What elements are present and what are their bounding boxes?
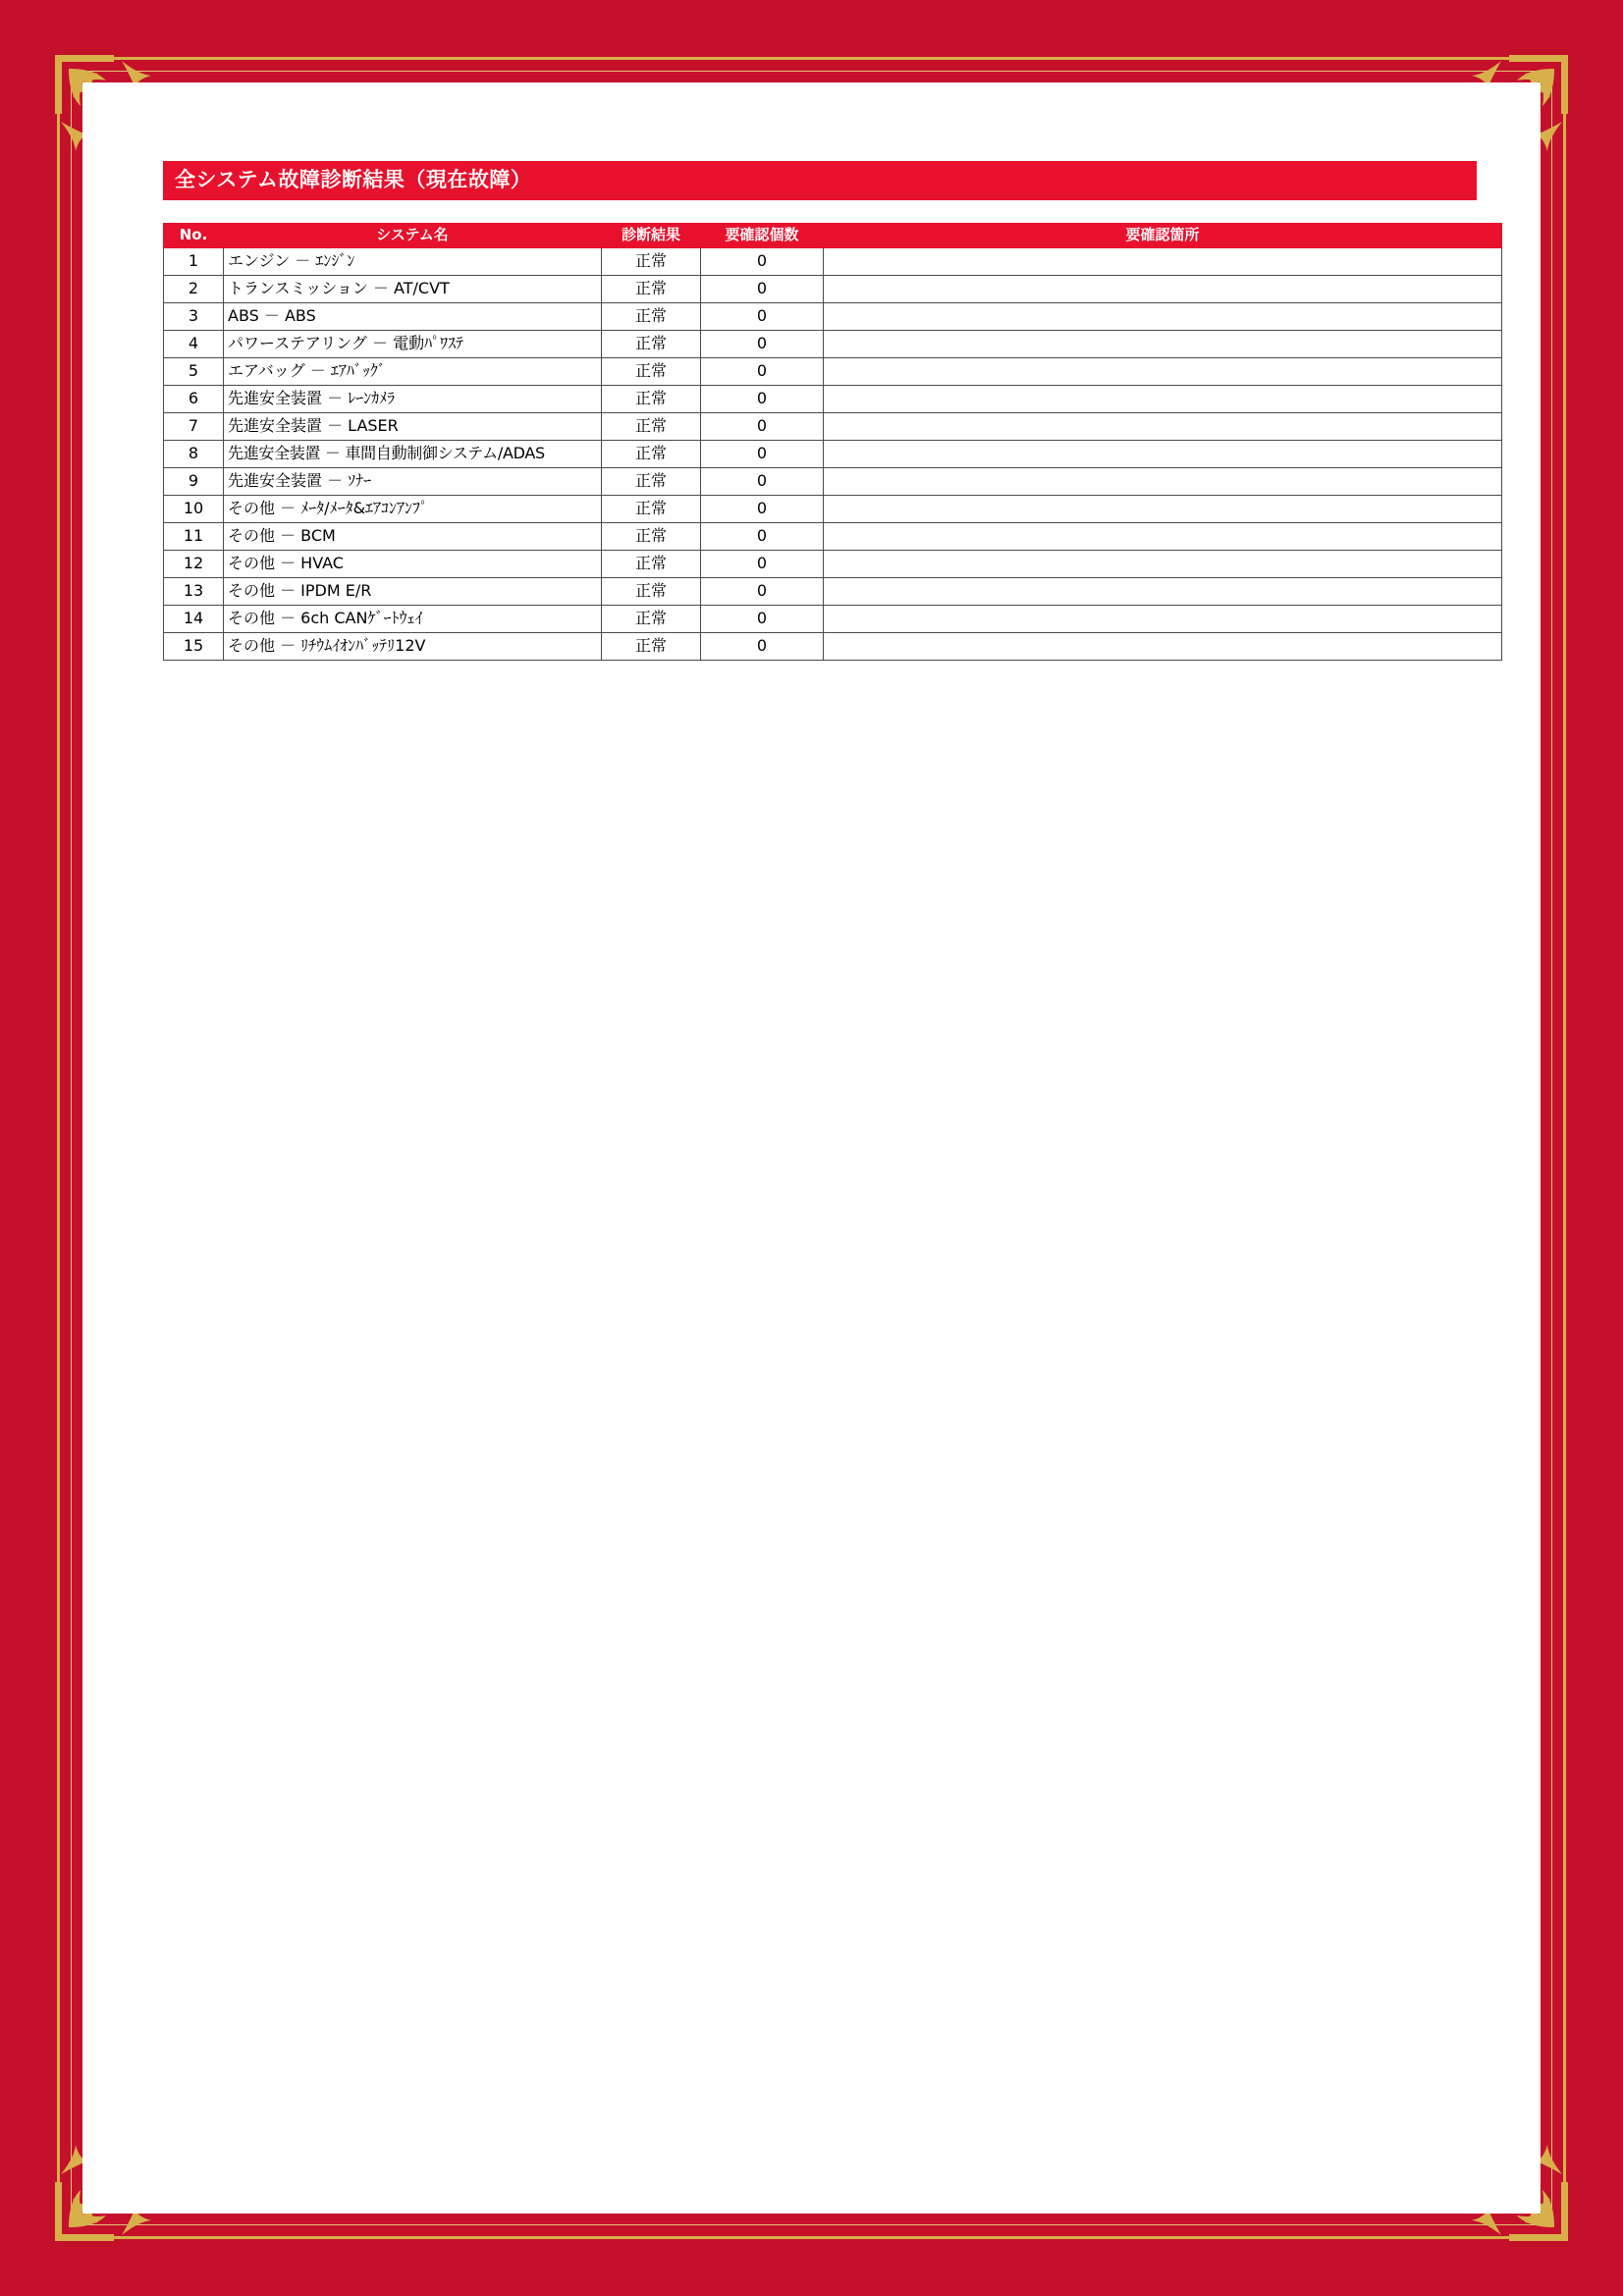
cell-no: 11 <box>164 522 224 550</box>
cell-no: 7 <box>164 412 224 440</box>
section-title: 全システム故障診断結果（現在故障） <box>163 161 1477 200</box>
table-row <box>164 467 1502 495</box>
cell-note <box>824 632 1502 660</box>
cell-note <box>824 275 1502 302</box>
cell-count: 0 <box>701 385 824 412</box>
diagnostics-table-body <box>164 247 1502 660</box>
cell-note <box>824 440 1502 467</box>
cell-no: 10 <box>164 495 224 522</box>
cell-no: 6 <box>164 385 224 412</box>
table-header-row <box>164 224 1502 248</box>
cell-note <box>824 577 1502 605</box>
cell-result: 正常 <box>602 632 701 660</box>
cell-note <box>824 522 1502 550</box>
cell-system: パワーステアリング － 電動ﾊﾟﾜｽﾃ <box>224 330 602 357</box>
cell-system: その他 － IPDM E/R <box>224 577 602 605</box>
cell-system: 先進安全装置 － LASER <box>224 412 602 440</box>
cell-no: 12 <box>164 550 224 577</box>
cell-count: 0 <box>701 275 824 302</box>
cell-system: エンジン － ｴﾝｼﾞﾝ <box>224 247 602 275</box>
cell-system: 先進安全装置 － ｿﾅｰ <box>224 467 602 495</box>
cell-system: ABS － ABS <box>224 302 602 330</box>
table-row <box>164 522 1502 550</box>
cell-result: 正常 <box>602 412 701 440</box>
document-sheet <box>82 82 1541 2214</box>
cell-system: 先進安全装置 － 車間自動制御システム/ADAS <box>224 440 602 467</box>
cell-no: 15 <box>164 632 224 660</box>
header-no: No. <box>164 224 224 248</box>
table-row <box>164 632 1502 660</box>
cell-result: 正常 <box>602 275 701 302</box>
table-row <box>164 302 1502 330</box>
table-row <box>164 357 1502 385</box>
diagnostics-table <box>163 223 1502 661</box>
cell-result: 正常 <box>602 330 701 357</box>
cell-result: 正常 <box>602 522 701 550</box>
cell-no: 1 <box>164 247 224 275</box>
table-row <box>164 495 1502 522</box>
cell-no: 8 <box>164 440 224 467</box>
table-row <box>164 247 1502 275</box>
cell-count: 0 <box>701 577 824 605</box>
header-note: 要確認箇所 <box>824 224 1502 248</box>
cell-note <box>824 605 1502 632</box>
cell-system: その他 － ﾘﾁｳﾑｲｵﾝﾊﾞｯﾃﾘ12V <box>224 632 602 660</box>
table-row <box>164 412 1502 440</box>
cell-note <box>824 385 1502 412</box>
table-row <box>164 550 1502 577</box>
cell-system: エアバッグ － ｴｱﾊﾞｯｸﾞ <box>224 357 602 385</box>
cell-note <box>824 330 1502 357</box>
cell-system: その他 － 6ch CANｹﾞｰﾄｳｪｲ <box>224 605 602 632</box>
cell-count: 0 <box>701 605 824 632</box>
cell-result: 正常 <box>602 247 701 275</box>
cell-count: 0 <box>701 330 824 357</box>
cell-no: 5 <box>164 357 224 385</box>
table-row <box>164 440 1502 467</box>
cell-result: 正常 <box>602 467 701 495</box>
cell-no: 2 <box>164 275 224 302</box>
cell-system: その他 － HVAC <box>224 550 602 577</box>
cell-no: 13 <box>164 577 224 605</box>
cell-result: 正常 <box>602 577 701 605</box>
cell-system: その他 － BCM <box>224 522 602 550</box>
cell-note <box>824 247 1502 275</box>
cell-note <box>824 357 1502 385</box>
cell-note <box>824 495 1502 522</box>
header-count: 要確認個数 <box>701 224 824 248</box>
cell-note <box>824 302 1502 330</box>
cell-no: 9 <box>164 467 224 495</box>
cell-count: 0 <box>701 247 824 275</box>
cell-count: 0 <box>701 632 824 660</box>
report-content <box>163 161 1472 661</box>
table-row <box>164 330 1502 357</box>
header-result: 診断結果 <box>602 224 701 248</box>
cell-result: 正常 <box>602 495 701 522</box>
cell-result: 正常 <box>602 550 701 577</box>
header-system: システム名 <box>224 224 602 248</box>
cell-system: 先進安全装置 － ﾚｰﾝｶﾒﾗ <box>224 385 602 412</box>
cell-count: 0 <box>701 467 824 495</box>
cell-result: 正常 <box>602 302 701 330</box>
cell-note <box>824 412 1502 440</box>
cell-count: 0 <box>701 522 824 550</box>
cell-no: 14 <box>164 605 224 632</box>
table-row <box>164 577 1502 605</box>
cell-result: 正常 <box>602 385 701 412</box>
cell-count: 0 <box>701 302 824 330</box>
table-row <box>164 275 1502 302</box>
cell-count: 0 <box>701 412 824 440</box>
cell-system: トランスミッション － AT/CVT <box>224 275 602 302</box>
cell-result: 正常 <box>602 605 701 632</box>
table-row <box>164 605 1502 632</box>
cell-note <box>824 467 1502 495</box>
cell-note <box>824 550 1502 577</box>
cell-no: 3 <box>164 302 224 330</box>
table-row <box>164 385 1502 412</box>
cell-result: 正常 <box>602 440 701 467</box>
cell-count: 0 <box>701 440 824 467</box>
cell-no: 4 <box>164 330 224 357</box>
cell-system: その他 － ﾒｰﾀ/ﾒｰﾀ&ｴｱｺﾝｱﾝﾌﾟ <box>224 495 602 522</box>
cell-count: 0 <box>701 550 824 577</box>
cell-count: 0 <box>701 495 824 522</box>
cell-count: 0 <box>701 357 824 385</box>
cell-result: 正常 <box>602 357 701 385</box>
